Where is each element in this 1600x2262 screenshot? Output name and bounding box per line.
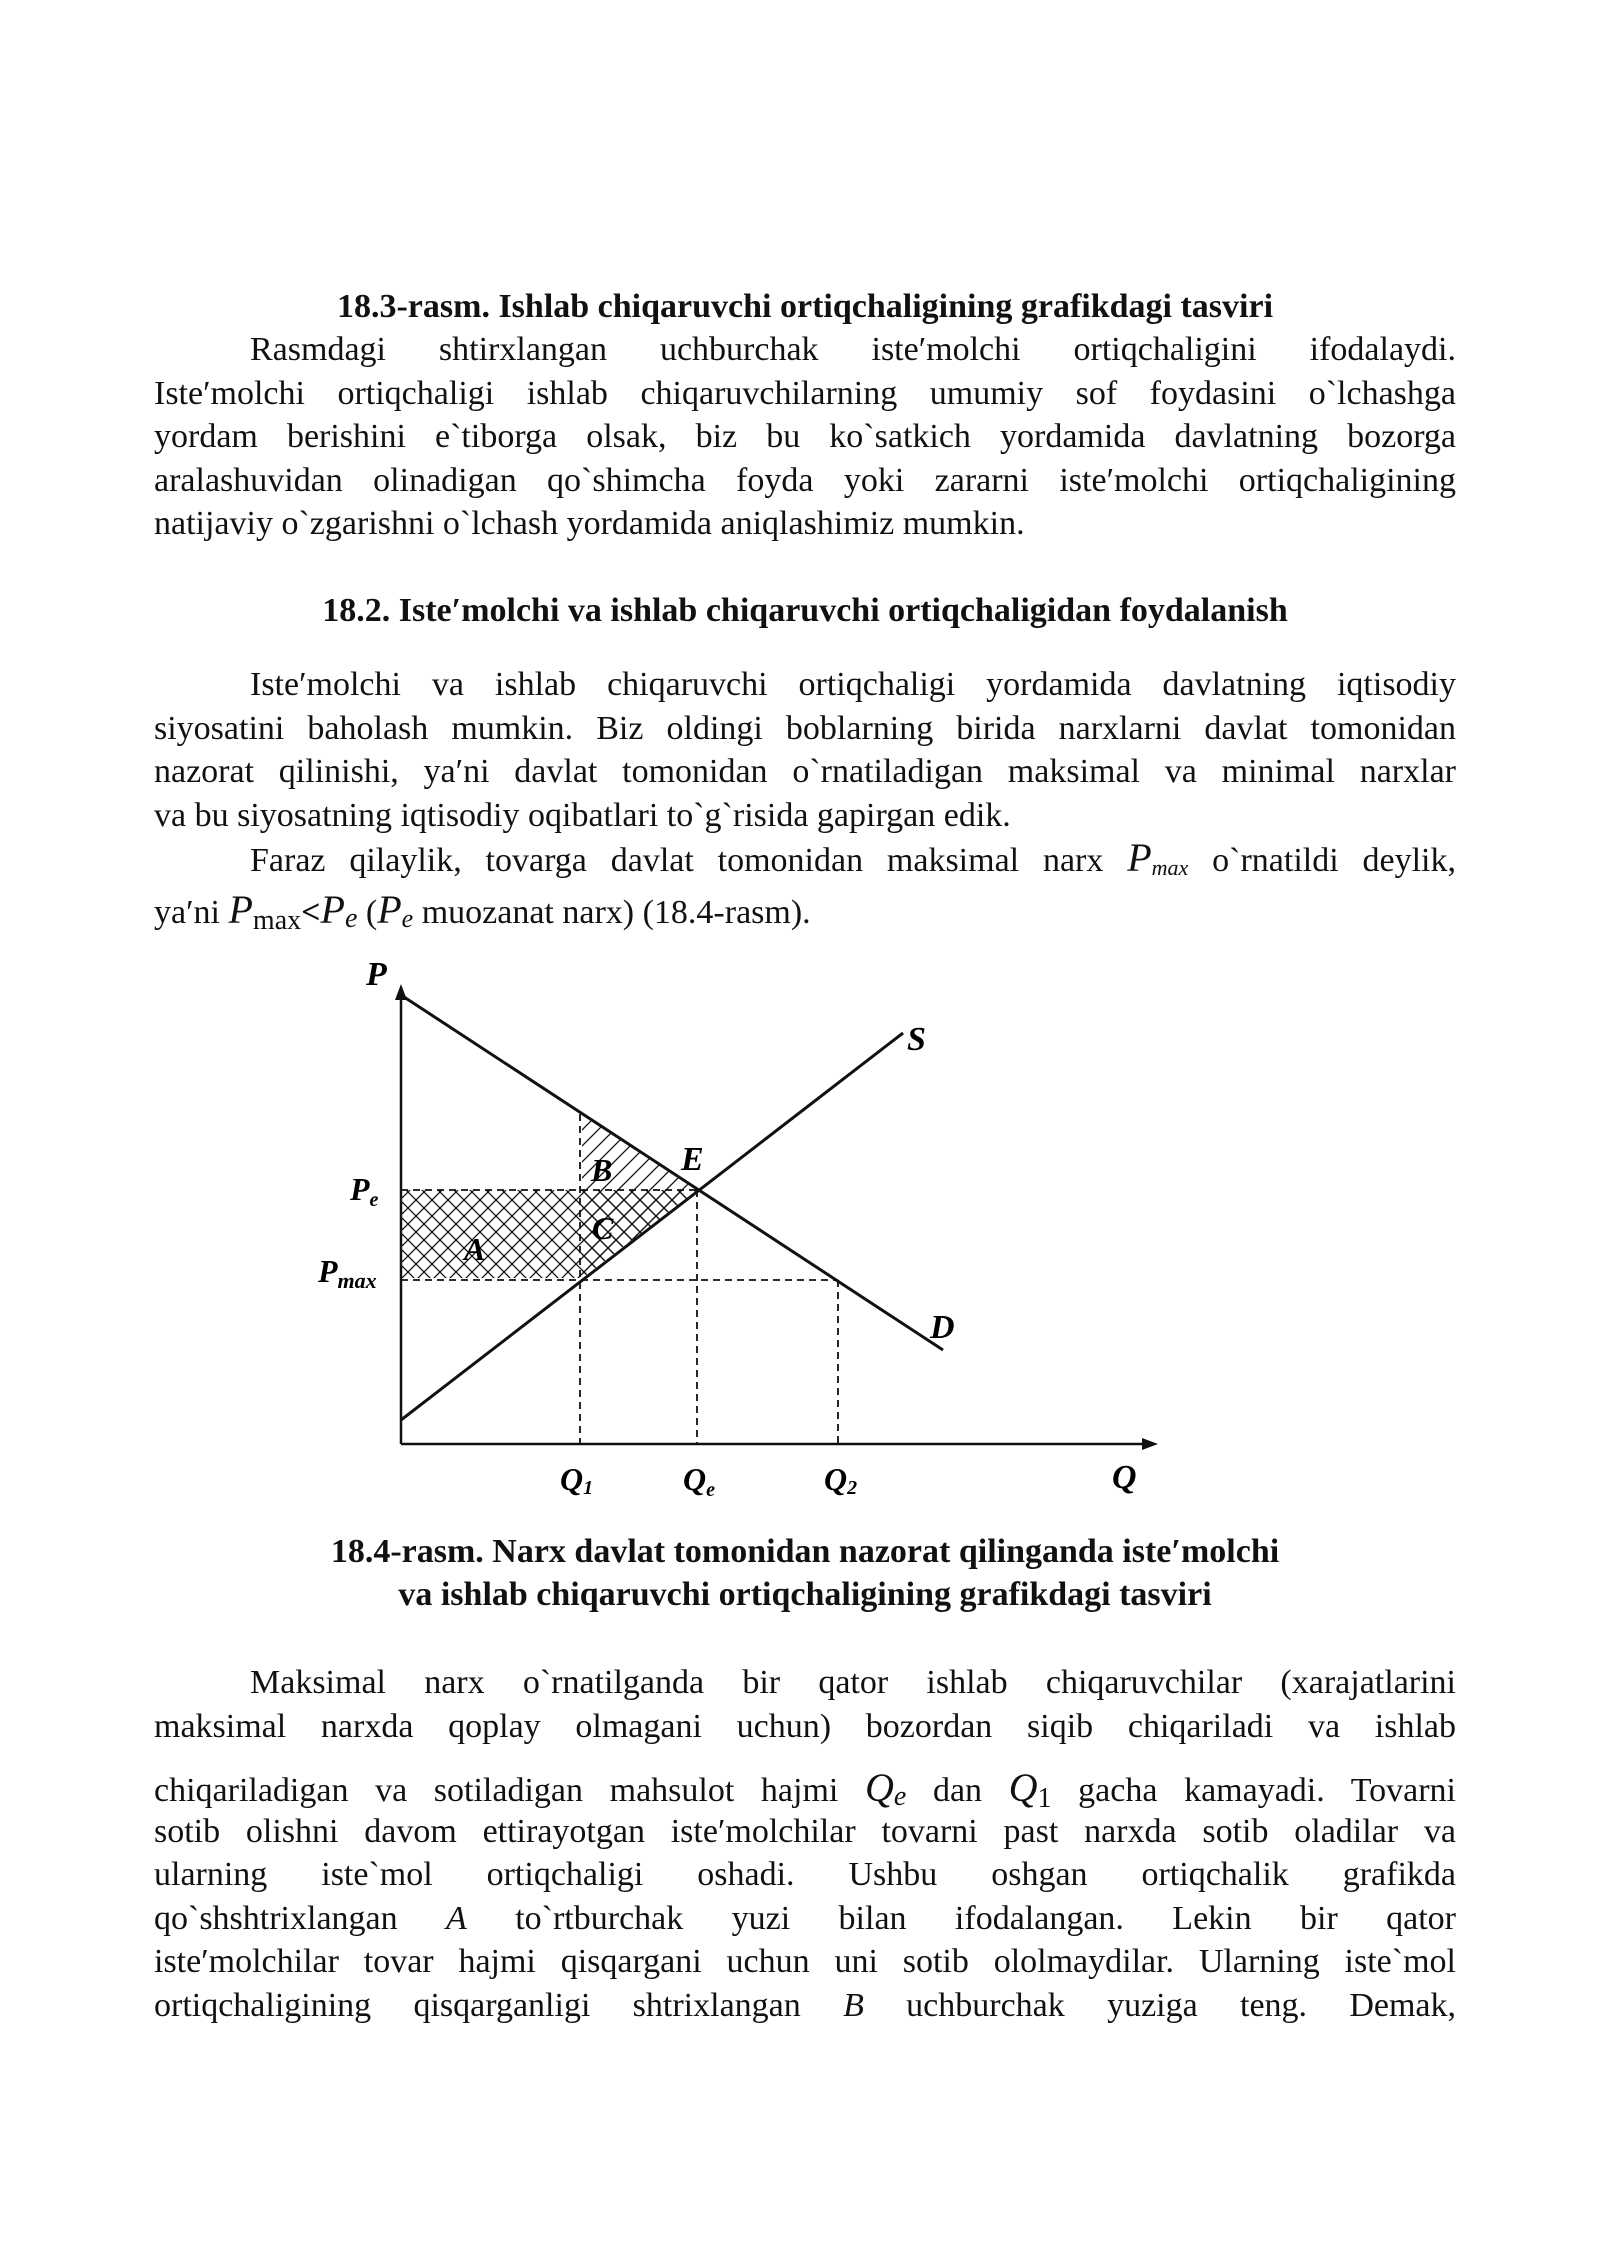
- area-c-label: C: [592, 1210, 614, 1246]
- section-heading: 18.2. Iste′molchi va ishlab chiqaruvchi ortiqchaligidan foydalanish: [322, 592, 1288, 629]
- quantity-axis-arrow: [1142, 1438, 1158, 1450]
- less-than-sign: <: [301, 893, 321, 931]
- figure-18-4-caption: [150, 1530, 1460, 1616]
- paragraph-2-line: va bu siyosatning iqtisodiy oqibatlari to`g`risida gapirgan edik.: [154, 796, 1011, 834]
- paragraph-1-line: Iste′molchi ortiqchaligi ishlab chiqaruvchilarning umumiy sof foydasini o`lchashga: [154, 374, 1456, 412]
- pmax-label: Pmax: [318, 1253, 377, 1293]
- axis-p-label: P: [366, 956, 387, 993]
- equilibrium-label: E: [681, 1141, 704, 1178]
- paragraph-4-line: ularning iste`mol ortiqchaligi oshadi. Ushbu oshgan ortiqchalik grafikda: [154, 1856, 1456, 1893]
- paragraph-1-line: yordam berishini e`tiborga olsak, biz bu ko`satkich yordamida davlatning bozorga: [154, 418, 1456, 455]
- paragraph-3-text: Faraz qilaylik, tovarga davlat tomonidan maksimal narx: [250, 842, 1104, 879]
- paragraph-4-line-6: [154, 1897, 1456, 1941]
- pe-label: Pe: [350, 1171, 379, 1211]
- paragraph-1-line: aralashuvidan olinadigan qo`shimcha foyda yoki zararni iste′molchi ortiqchaligining: [154, 461, 1456, 499]
- paragraph-4-line: maksimal narxda qoplay olmagani uchun) bozordan siqib chiqariladi va ishlab: [154, 1707, 1456, 1745]
- q2-label: Q2: [824, 1461, 858, 1499]
- paragraph-4-text: ortiqchaligining qisqarganligi shtrixlangan: [154, 1986, 801, 2024]
- paragraph-4-text: uchburchak yuziga teng. Demak,: [906, 1986, 1457, 2024]
- quantity-subscript: e: [893, 1781, 907, 1812]
- paragraph-1-line: natijaviy o`zgarishni o`lchash yordamida aniqlashimiz mumkin.: [154, 505, 1025, 542]
- paragraph-4: [154, 1661, 1456, 2027]
- area-a-reference: A: [446, 1899, 467, 1937]
- price-symbol: P: [228, 886, 253, 932]
- quantity-symbol: Q: [1008, 1765, 1038, 1810]
- demand-curve: [401, 995, 943, 1350]
- area-a-label: A: [464, 1231, 486, 1267]
- paragraph-4-text: dan: [932, 1772, 983, 1809]
- paragraph-4-line-3: [154, 1765, 1456, 1814]
- paragraph-4-text: gacha kamayadi. Tovarni: [1078, 1772, 1456, 1809]
- paragraph-4-line: sotib olishni davom ettirayotgan iste′molchilar tovarni past narxda sotib oladilar va: [154, 1812, 1456, 1850]
- figure-18-4-caption-line: va ishlab chiqaruvchi ortiqchaligining grafikdagi tasviri: [398, 1576, 1212, 1613]
- paragraph-2-line: nazorat qilinishi, ya′ni davlat tomonidan o`rnatiladigan maksimal va minimal narxlar: [154, 753, 1456, 790]
- q1-label: Q1: [560, 1461, 594, 1499]
- paragraph-1-line: Rasmdagi shtirxlangan uchburchak iste′molchi ortiqchaligini ifodalaydi.: [250, 331, 1456, 368]
- paragraph-4-line: iste′molchilar tovar hajmi qisqargani uchun uni sotib ololmaydilar. Ularning iste`mol: [154, 1943, 1456, 1980]
- price-symbol: P: [377, 886, 402, 932]
- supply-label: S: [907, 1021, 926, 1058]
- open-paren: (: [365, 893, 378, 931]
- paragraph-4-line: Maksimal narx o`rnatilganda bir qator ishlab chiqaruvchilar (xarajatlarini: [250, 1664, 1456, 1701]
- paragraph-3-text: o`rnatildi deylik,: [1212, 842, 1456, 879]
- qe-label: Qe: [683, 1461, 715, 1501]
- paragraph-2-line: siyosatini baholash mumkin. Biz oldingi boblarning birida narxlarni davlat tomonidan: [154, 709, 1456, 747]
- price-subscript: max: [252, 904, 302, 936]
- price-symbol: P: [320, 886, 345, 932]
- paragraph-4-text: chiqariladigan va sotiladigan mahsulot hajmi: [154, 1772, 839, 1809]
- figure-18-3-caption: 18.3-rasm. Ishlab chiqaruvchi ortiqchaligining grafikdagi tasviri: [336, 288, 1274, 325]
- demand-label: D: [930, 1309, 955, 1346]
- paragraph-3-text: muozanat narx) (18.4-rasm).: [421, 893, 811, 931]
- paragraph-3-text: ya′ni: [154, 893, 220, 931]
- price-subscript: max: [1151, 855, 1189, 880]
- price-subscript: e: [344, 902, 358, 934]
- paragraph-4-text: qo`shshtrixlangan: [154, 1899, 398, 1937]
- price-symbol: P: [1127, 835, 1152, 880]
- area-b-reference: B: [843, 1986, 864, 2024]
- axis-q-label: Q: [1112, 1459, 1137, 1496]
- price-subscript: e: [401, 903, 414, 933]
- figure-18-4-caption-line: 18.4-rasm. Narx davlat tomonidan nazorat qilinganda iste′molchi: [330, 1533, 1280, 1570]
- area-b-label: B: [591, 1152, 613, 1188]
- paragraph-4-line-8: [154, 1984, 1456, 2028]
- paragraph-2-line: Iste′molchi va ishlab chiqaruvchi ortiqchaligi yordamida davlatning iqtisodiy: [250, 666, 1456, 703]
- paragraph-4-text: to`rtburchak yuzi bilan ifodalangan. Lekin bir qator: [515, 1899, 1457, 1937]
- quantity-symbol: Q: [864, 1765, 894, 1810]
- quantity-subscript: 1: [1037, 1783, 1052, 1814]
